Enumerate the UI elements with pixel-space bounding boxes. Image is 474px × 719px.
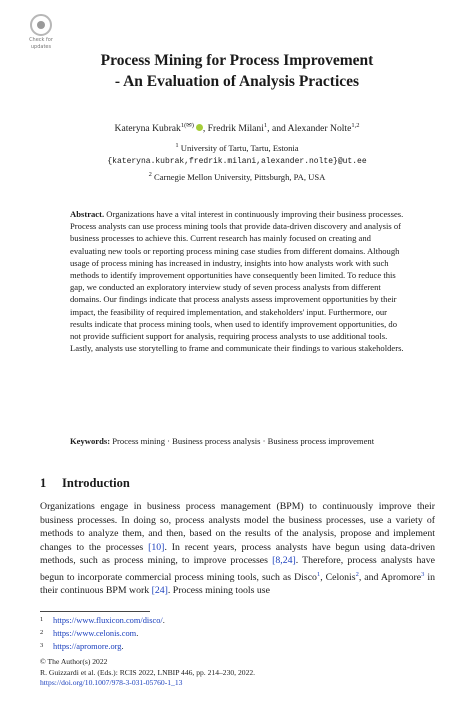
author-nolte: and Alexander Nolte (271, 123, 352, 134)
intro-paragraph (40, 500, 435, 598)
body-text: Organizations engage in business process management (BPM) to continuously improve their business processes. In doing so, process analysts model the business processes, use a variety of methods to analyze them, and then, based on the results of the analysis, propose and implement changes to the processes (40, 501, 435, 553)
affil2-number: 2 (148, 171, 152, 178)
body-text: . Process mining tools use (167, 585, 270, 596)
citation-line: R. Guizzardi et al. (Eds.): RCIS 2022, LNBIP 446, pp. 214–230, 2022. (40, 667, 256, 677)
author-kubrak-sup: 1(✉) (180, 122, 194, 129)
abstract (70, 208, 406, 354)
badge-label-line1: Check for (29, 37, 53, 43)
abstract-text: Organizations have a vital interest in continuously improving their business processes. Process analysts can use process mining tools that provide data-driven discovery and analysis of business processes to achieve this. Current research has mainly focused on creating and evaluating new tools or reporting process mining case studies from different domains. Although usage of process mining has increased in industry, insights into how analysts work with such methods to identify improvement opportunities have consequently been limited. To reduce this gap, we conducted an exploratory interview study of seven process analysts from different domains. Our findings indicate that process analysts assess improvement opportunities by their impact, the feasibility of required implementation, and stakeholders' input. Furthermore, our results indicate that process mining tools, when used to identify improvement opportunities, do not provide sufficient support for analysis, requiring process analysts to use additional tools. Lastly, analysts use storytelling to frame and communicate their findings to various stakeholders. (70, 209, 404, 354)
copyright-line: © The Author(s) 2022 (40, 657, 108, 666)
footnote-ref[interactable]: 2 (355, 570, 359, 578)
check-for-updates-badge[interactable] (25, 14, 57, 50)
doi-link[interactable]: https://doi.org/10.1007/978-3-031-05760-1_13 (40, 678, 183, 687)
footnote-ref[interactable]: 1 (316, 570, 321, 578)
body-text: . In recent years, process analysts have begun using data-driven methods, such as process mining, to improve processes (40, 541, 435, 566)
footnote (40, 627, 165, 640)
section-number: 1 (40, 476, 47, 490)
affil1-text: University of Tartu, Tartu, Estonia (180, 143, 299, 153)
citation-link[interactable]: [8,24] (272, 555, 296, 566)
body-text: in their continuous BPM work (40, 571, 436, 596)
section-title: Introduction (62, 476, 130, 490)
footnote-divider (40, 611, 150, 612)
footnote-number: 3 (40, 642, 44, 649)
copyright-block (40, 657, 255, 689)
keywords-label: Keywords: (70, 436, 111, 446)
footnote-link[interactable]: https://apromore.org (53, 642, 122, 651)
author-emails[interactable]: {kateryna.kubrak,fredrik.milani,alexander.nolte}@ut.ee (107, 157, 367, 166)
author-milani-sup: 1 (263, 122, 268, 129)
footnote (40, 640, 165, 653)
affil1-number: 1 (175, 142, 179, 149)
paper-title (40, 50, 434, 92)
citation-link[interactable]: [24] (151, 585, 168, 596)
footnote-number: 1 (40, 616, 44, 623)
orcid-icon[interactable] (196, 124, 203, 131)
title-line-1: Process Mining for Process Improvement (100, 52, 374, 69)
footnote-number: 2 (40, 629, 44, 636)
author-kubrak: Kateryna Kubrak (114, 123, 181, 134)
author-milani: Fredrik Milani (207, 123, 264, 134)
footnote-suffix: . (121, 642, 124, 651)
footnote-link[interactable]: https://www.celonis.com (53, 629, 137, 638)
footnote-ref[interactable]: 3 (421, 570, 425, 578)
title-line-2: - An Evaluation of Analysis Practices (114, 73, 360, 90)
citation-link[interactable]: [10] (148, 541, 165, 553)
keywords (70, 435, 406, 447)
affiliations (20, 139, 454, 184)
footnote (40, 614, 165, 627)
section-heading (40, 476, 130, 491)
body-text: , Celonis (320, 571, 356, 583)
author-list: Kateryna Kubrak$^{1(✉)}$ , Fredrik Milani$^1$, and Alexander Nolte$^{1,2}$ (114, 122, 360, 134)
footnotes (40, 614, 165, 653)
abstract-label: Abstract. (70, 209, 105, 219)
affil2-text: Carnegie Mellon University, Pittsburgh, PA, USA (154, 172, 326, 182)
footnote-link[interactable]: https://www.fluxicon.com/disco/ (53, 616, 163, 625)
footnote-suffix: . (136, 629, 139, 638)
footnote-suffix: . (162, 616, 165, 625)
body-text: . Therefore, process analysts have begun to incorporate commercial process mining tools, such as Disco (40, 555, 435, 583)
keywords-text: Process mining · Business process analysis · Business process improvement (112, 436, 375, 446)
update-check-icon (30, 14, 52, 36)
badge-label-line2: updates (30, 44, 52, 50)
body-text: , and Apromore (358, 571, 422, 583)
author-nolte-sup: 1,2 (351, 122, 360, 129)
